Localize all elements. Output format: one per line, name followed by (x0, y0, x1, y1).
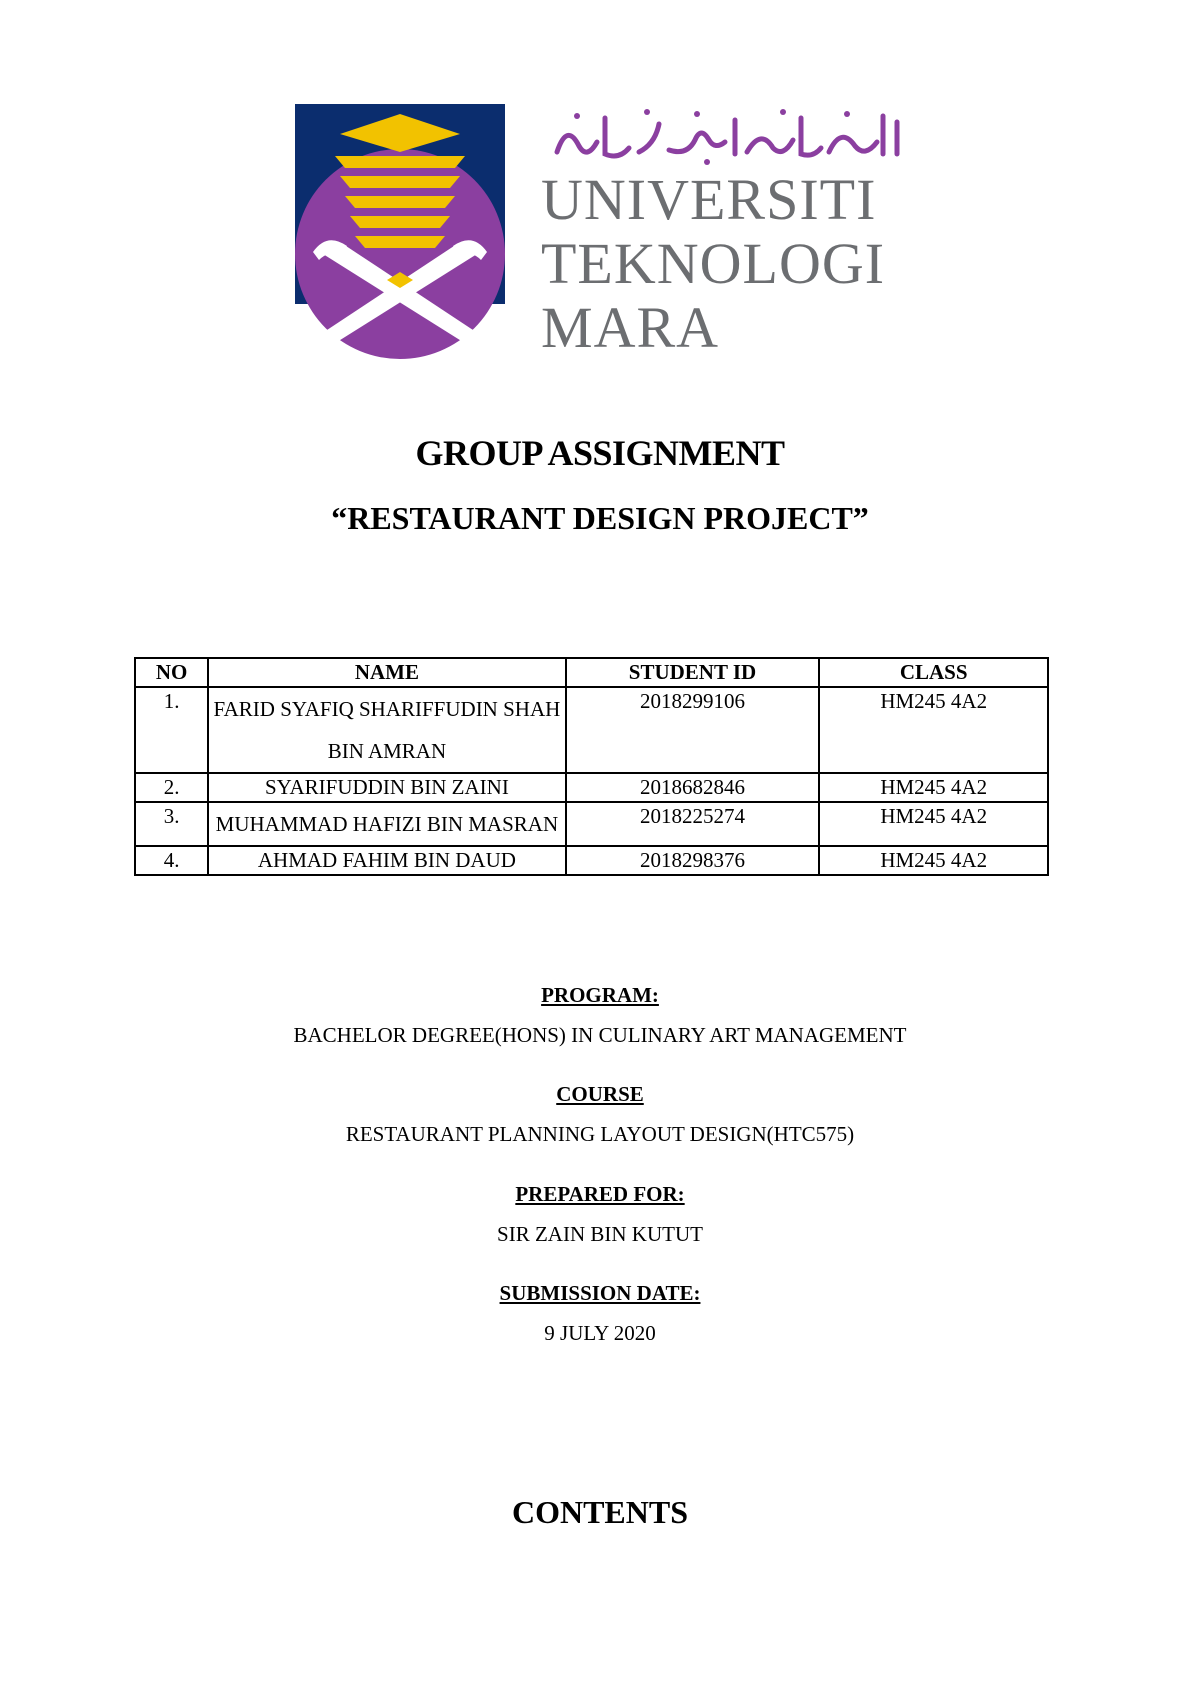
cell-no: 4. (135, 846, 208, 875)
course-section (0, 1074, 1200, 1154)
table-row (135, 846, 1048, 875)
university-logo (295, 104, 915, 364)
table-header-row (135, 658, 1048, 687)
course-label: COURSE (556, 1082, 644, 1106)
course-value: RESTAURANT PLANNING LAYOUT DESIGN(HTC575) (345, 1122, 855, 1146)
cell-name: AHMAD FAHIM BIN DAUD (208, 846, 565, 875)
cell-no: 1. (135, 687, 208, 773)
members-table (134, 657, 1049, 876)
cell-class: HM245 4A2 (819, 846, 1048, 875)
wordmark-line-2: TEKNOLOGI (541, 231, 886, 296)
table-row (135, 802, 1048, 846)
uitm-crest-icon (295, 104, 509, 360)
cell-class: HM245 4A2 (819, 687, 1048, 773)
submission-date-section (0, 1273, 1200, 1353)
page-subtitle: “RESTAURANT DESIGN PROJECT” (331, 500, 869, 536)
program-value: BACHELOR DEGREE(HONS) IN CULINARY ART MANAGEMENT (293, 1023, 907, 1047)
header-name: NAME (208, 658, 565, 687)
cell-student-id: 2018298376 (566, 846, 820, 875)
cell-name: MUHAMMAD HAFIZI BIN MASRAN (208, 802, 565, 846)
contents-heading: CONTENTS (511, 1494, 689, 1530)
cell-no: 3. (135, 802, 208, 846)
wordmark-line-3: MARA (541, 295, 720, 360)
prepared-for-value: SIR ZAIN BIN KUTUT (497, 1222, 703, 1246)
wordmark-line-1: UNIVERSITI (541, 167, 877, 232)
header-class: CLASS (819, 658, 1048, 687)
cell-student-id: 2018299106 (566, 687, 820, 773)
cell-name: FARID SYAFIQ SHARIFFUDIN SHAH BIN AMRAN (208, 687, 565, 773)
cell-class: HM245 4A2 (819, 802, 1048, 846)
header-no: NO (135, 658, 208, 687)
table-row (135, 773, 1048, 802)
submission-date-value: 9 JULY 2020 (544, 1321, 656, 1345)
program-section (0, 975, 1200, 1055)
cell-student-id: 2018225274 (566, 802, 820, 846)
prepared-for-section (0, 1174, 1200, 1254)
jawi-script-logo (547, 104, 912, 166)
page-title: GROUP ASSIGNMENT (415, 433, 785, 473)
university-wordmark (541, 168, 885, 360)
header-student-id: STUDENT ID (566, 658, 820, 687)
submission-date-label: SUBMISSION DATE: (499, 1281, 701, 1305)
cell-class: HM245 4A2 (819, 773, 1048, 802)
prepared-for-label: PREPARED FOR: (515, 1182, 685, 1206)
cell-no: 2. (135, 773, 208, 802)
program-label: PROGRAM: (541, 983, 659, 1007)
cell-name: SYARIFUDDIN BIN ZAINI (208, 773, 565, 802)
cell-student-id: 2018682846 (566, 773, 820, 802)
table-row (135, 687, 1048, 773)
